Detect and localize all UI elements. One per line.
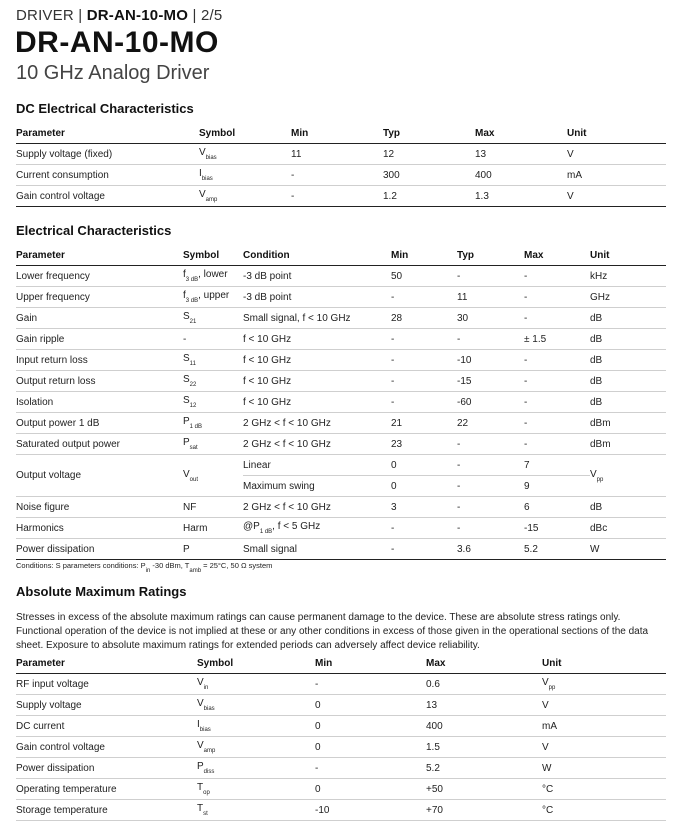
unit-cell [542, 674, 666, 695]
parameter-cell: Gain control voltage [16, 186, 199, 207]
unit-cell: dBm [590, 413, 666, 434]
symbol-main: V [197, 677, 204, 688]
max-cell: - [524, 371, 590, 392]
column-header: Unit [542, 653, 666, 674]
typ-cell: -10 [457, 350, 524, 371]
parameter-cell: Power dissipation [16, 758, 197, 779]
condition-cell [243, 266, 391, 287]
condition-cell: Maximum swing [243, 476, 391, 497]
symbol-cell [199, 186, 291, 207]
column-header: Symbol [197, 653, 315, 674]
column-header: Max [426, 653, 542, 674]
condition-cell [243, 308, 391, 329]
symbol-main: P [197, 761, 204, 772]
typ-cell: 300 [383, 165, 475, 186]
unit-subscript: pp [548, 685, 556, 691]
unit-cell: W [590, 539, 666, 560]
table-row [16, 413, 666, 434]
symbol-subscript: st [203, 811, 208, 817]
symbol-subscript: out [189, 476, 199, 483]
table-row [16, 266, 666, 287]
symbol-main: I [199, 168, 202, 179]
max-cell: ± 1.5 [524, 329, 590, 350]
column-header: Min [291, 123, 383, 144]
table-row [16, 518, 666, 539]
crumb-part: DR-AN-10-MO [86, 7, 189, 24]
amr-heading: Absolute Maximum Ratings [16, 584, 187, 599]
symbol-cell [199, 144, 291, 165]
typ-cell: - [457, 476, 524, 497]
table-row [16, 758, 666, 779]
column-header: Max [524, 245, 590, 266]
min-cell: 50 [391, 266, 457, 287]
table-row [16, 434, 666, 455]
min-cell: - [315, 674, 426, 695]
symbol-cell [183, 329, 243, 350]
min-cell: - [391, 539, 457, 560]
symbol-cell [183, 518, 243, 539]
condition-cell [243, 329, 391, 350]
parameter-cell: Upper frequency [16, 287, 183, 308]
min-cell: - [391, 392, 457, 413]
symbol-cell [197, 674, 315, 695]
unit-cell [542, 758, 666, 779]
amr-table [16, 653, 666, 821]
min-cell: 0 [315, 779, 426, 800]
condition-cell [243, 497, 391, 518]
table-row [16, 695, 666, 716]
column-header: Typ [383, 123, 475, 144]
condition-text: f < 10 GHz [243, 333, 292, 345]
dc-heading: DC Electrical Characteristics [16, 101, 194, 116]
typ-cell: - [457, 266, 524, 287]
condition-suffix: , f < 5 GHz [272, 521, 321, 532]
condition-text: 2 GHz < f < 10 GHz [243, 417, 331, 429]
unit-cell: V [567, 144, 666, 165]
symbol-main: P [183, 543, 190, 555]
column-header: Unit [567, 123, 666, 144]
condition-cell [243, 371, 391, 392]
symbol-main: V [199, 189, 206, 200]
max-cell: 13 [426, 695, 542, 716]
table-row [16, 455, 666, 476]
table-row [16, 186, 666, 207]
condition-text: Small signal, f < 10 GHz [243, 312, 351, 324]
max-cell: 6 [524, 497, 590, 518]
min-cell: 0 [315, 716, 426, 737]
conditions-note: Conditions: S parameters conditions: $P_{in}$ -30 dBm, $T_{amb} = 25^\circ C$, 50 Ω system [16, 561, 273, 574]
typ-cell: - [457, 497, 524, 518]
parameter-cell: Output return loss [16, 371, 183, 392]
condition-text: -3 dB point [243, 270, 292, 282]
parameter-cell: Saturated output power [16, 434, 183, 455]
symbol-main: V [197, 740, 204, 751]
unit-subscript: pp [596, 476, 604, 483]
column-header: Symbol [183, 245, 243, 266]
typ-cell: 12 [383, 144, 475, 165]
max-cell: - [524, 350, 590, 371]
max-cell: 0.6 [426, 674, 542, 695]
table-row [16, 674, 666, 695]
symbol-main: P [183, 416, 190, 427]
unit-cell [542, 779, 666, 800]
condition-subscript: 1 dB [259, 529, 273, 535]
symbol-cell [183, 287, 243, 308]
max-cell: - [524, 287, 590, 308]
max-cell: 5.2 [426, 758, 542, 779]
unit-cell: dB [590, 392, 666, 413]
unit-main: mA [542, 720, 557, 732]
min-cell: - [291, 165, 383, 186]
condition-text: f < 10 GHz [243, 354, 292, 366]
column-header: Symbol [199, 123, 291, 144]
condition-text: 2 GHz < f < 10 GHz [243, 438, 331, 450]
min-cell: 21 [391, 413, 457, 434]
symbol-main: f [183, 269, 186, 280]
parameter-cell: Supply voltage (fixed) [16, 144, 199, 165]
parameter-cell: Noise figure [16, 497, 183, 518]
symbol-subscript: 3 dB [185, 298, 199, 304]
parameter-cell: Supply voltage [16, 695, 197, 716]
unit-cell: GHz [590, 287, 666, 308]
symbol-subscript: diss [203, 769, 215, 775]
symbol-suffix: , upper [198, 290, 230, 301]
parameter-cell: Output power 1 dB [16, 413, 183, 434]
max-cell: - [524, 413, 590, 434]
column-header: Condition [243, 245, 391, 266]
min-cell: 23 [391, 434, 457, 455]
unit-cell [542, 695, 666, 716]
condition-cell [243, 434, 391, 455]
symbol-subscript: 11 [189, 361, 196, 367]
unit-cell: dBm [590, 434, 666, 455]
table-row [16, 144, 666, 165]
typ-cell: - [457, 455, 524, 476]
symbol-subscript: bias [205, 155, 217, 161]
symbol-subscript: 3 dB [185, 277, 199, 283]
condition-cell [243, 539, 391, 560]
typ-cell: -60 [457, 392, 524, 413]
symbol-main: V [183, 468, 190, 480]
symbol-main: V [197, 698, 204, 709]
symbol-main: S [183, 353, 190, 364]
table-row [16, 287, 666, 308]
column-header: Max [475, 123, 567, 144]
condition-text: @P [243, 521, 260, 532]
min-cell: - [391, 518, 457, 539]
symbol-suffix: , lower [198, 269, 228, 280]
symbol-cell [197, 779, 315, 800]
ec-heading: Electrical Characteristics [16, 223, 172, 238]
symbol-main: NF [183, 501, 197, 513]
max-cell: +70 [426, 800, 542, 821]
dc-header-row [16, 123, 666, 144]
typ-cell: -15 [457, 371, 524, 392]
unit-cell [542, 800, 666, 821]
max-cell: - [524, 434, 590, 455]
unit-main: V [542, 699, 549, 711]
min-cell: - [391, 329, 457, 350]
condition-cell [243, 350, 391, 371]
table-row [16, 737, 666, 758]
parameter-cell: Power dissipation [16, 539, 183, 560]
unit-cell: dB [590, 371, 666, 392]
column-header: Parameter [16, 123, 199, 144]
symbol-main: S [183, 311, 190, 322]
table-row [16, 497, 666, 518]
typ-cell: 30 [457, 308, 524, 329]
typ-cell: - [457, 329, 524, 350]
unit-cell: dB [590, 350, 666, 371]
typ-cell: 1.2 [383, 186, 475, 207]
min-cell: - [391, 350, 457, 371]
min-cell: - [391, 287, 457, 308]
symbol-cell [197, 758, 315, 779]
condition-text: 2 GHz < f < 10 GHz [243, 501, 331, 513]
max-cell: 1.3 [475, 186, 567, 207]
unit-cell: dB [590, 329, 666, 350]
typ-cell: 3.6 [457, 539, 524, 560]
unit-cell: dBc [590, 518, 666, 539]
min-cell: 0 [315, 695, 426, 716]
max-cell: 5.2 [524, 539, 590, 560]
min-cell: -10 [315, 800, 426, 821]
breadcrumb: DRIVER | DR-AN-10-MO | 2/5 [16, 7, 223, 24]
max-cell: - [524, 392, 590, 413]
column-header: Typ [457, 245, 524, 266]
symbol-cell [183, 371, 243, 392]
page-subtitle: 10 GHz Analog Driver [16, 62, 210, 84]
condition-cell [243, 287, 391, 308]
page-title: DR-AN-10-MO [15, 26, 219, 59]
symbol-cell [197, 695, 315, 716]
table-row [16, 371, 666, 392]
condition-cell [243, 413, 391, 434]
min-cell: - [391, 371, 457, 392]
typ-cell: 22 [457, 413, 524, 434]
column-header: Parameter [16, 653, 197, 674]
symbol-subscript: 21 [189, 319, 197, 325]
typ-cell: - [457, 434, 524, 455]
condition-cell [243, 392, 391, 413]
symbol-subscript: 22 [189, 382, 197, 388]
symbol-subscript: bias [199, 727, 211, 733]
symbol-main: Harm [183, 522, 208, 534]
symbol-cell [183, 308, 243, 329]
max-cell: 7 [524, 455, 590, 476]
crumb-page: 2/5 [200, 7, 223, 24]
symbol-cell [183, 413, 243, 434]
symbol-subscript: amp [205, 197, 218, 203]
max-cell: 9 [524, 476, 590, 497]
symbol-main: V [199, 147, 206, 158]
min-cell: 0 [391, 455, 457, 476]
max-cell: -15 [524, 518, 590, 539]
symbol-subscript: 12 [189, 403, 197, 409]
condition-text: f < 10 GHz [243, 375, 292, 387]
parameter-cell: Lower frequency [16, 266, 183, 287]
symbol-cell [183, 350, 243, 371]
unit-cell: dB [590, 308, 666, 329]
table-row [16, 165, 666, 186]
parameter-cell: Gain ripple [16, 329, 183, 350]
symbol-cell [199, 165, 291, 186]
symbol-subscript: bias [201, 176, 213, 182]
symbol-cell [183, 497, 243, 518]
min-cell: 11 [291, 144, 383, 165]
parameter-cell: Isolation [16, 392, 183, 413]
parameter-cell: DC current [16, 716, 197, 737]
parameter-cell: Input return loss [16, 350, 183, 371]
max-cell: 1.5 [426, 737, 542, 758]
unit-main: °C [542, 804, 554, 816]
condition-text: -3 dB point [243, 291, 292, 303]
parameter-cell: Storage temperature [16, 800, 197, 821]
table-row [16, 308, 666, 329]
symbol-main: S [183, 374, 190, 385]
condition-text: Small signal [243, 543, 297, 555]
symbol-subscript: in [203, 685, 209, 691]
symbol-subscript: bias [203, 706, 215, 712]
column-header: Min [315, 653, 426, 674]
table-row [16, 779, 666, 800]
symbol-subscript: sat [189, 445, 198, 451]
symbol-main: S [183, 395, 190, 406]
table-row [16, 350, 666, 371]
parameter-cell: Harmonics [16, 518, 183, 539]
max-cell: - [524, 266, 590, 287]
table-row [16, 392, 666, 413]
condition-text: f < 10 GHz [243, 396, 292, 408]
table-row [16, 800, 666, 821]
column-header: Unit [590, 245, 666, 266]
amr-header-row [16, 653, 666, 674]
symbol-cell [183, 434, 243, 455]
symbol-cell [183, 539, 243, 560]
symbol-main: f [183, 290, 186, 301]
parameter-cell: Gain control voltage [16, 737, 197, 758]
unit-main: V [590, 468, 597, 480]
symbol-main: T [197, 782, 204, 793]
symbol-cell [197, 716, 315, 737]
unit-cell [542, 716, 666, 737]
typ-cell: - [457, 518, 524, 539]
unit-cell: kHz [590, 266, 666, 287]
min-cell: 3 [391, 497, 457, 518]
ec-header-row [16, 245, 666, 266]
parameter-cell: RF input voltage [16, 674, 197, 695]
unit-cell: dB [590, 497, 666, 518]
symbol-subscript: amp [203, 748, 216, 754]
unit-main: W [542, 762, 552, 774]
unit-main: °C [542, 783, 554, 795]
parameter-cell: Gain [16, 308, 183, 329]
unit-cell: V [567, 186, 666, 207]
table-row [16, 539, 666, 560]
unit-main: V [542, 741, 549, 753]
unit-cell: mA [567, 165, 666, 186]
symbol-cell [183, 266, 243, 287]
symbol-cell [183, 455, 243, 497]
condition-cell: Linear [243, 455, 391, 476]
amr-paragraph: Stresses in excess of the absolute maximum ratings can cause permanent damage to the device. These are absolute stress ratings only. Functional operation of the device is not implied at these or any other conditions in excess of those given in the operational sections of the data sheet. Exposure to absolute maximum ratings for extended periods can adversely affect device reliability. [16, 612, 649, 651]
typ-cell: 11 [457, 287, 524, 308]
column-header: Min [391, 245, 457, 266]
table-row [16, 329, 666, 350]
parameter-cell: Current consumption [16, 165, 199, 186]
parameter-cell: Operating temperature [16, 779, 197, 800]
max-cell: 400 [475, 165, 567, 186]
symbol-cell [183, 392, 243, 413]
ec-table [16, 245, 666, 560]
symbol-subscript: op [203, 790, 210, 796]
dc-table [16, 123, 666, 207]
table-row [16, 716, 666, 737]
symbol-main: P [183, 437, 190, 448]
unit-cell [542, 737, 666, 758]
symbol-main: I [197, 719, 200, 730]
min-cell: - [315, 758, 426, 779]
min-cell: 0 [315, 737, 426, 758]
symbol-cell [197, 800, 315, 821]
min-cell: 28 [391, 308, 457, 329]
symbol-subscript: 1 dB [189, 424, 203, 430]
max-cell: 13 [475, 144, 567, 165]
min-cell: - [291, 186, 383, 207]
parameter-cell: Output voltage [16, 455, 183, 497]
min-cell: 0 [391, 476, 457, 497]
symbol-cell [197, 737, 315, 758]
unit-cell [590, 455, 666, 497]
max-cell: - [524, 308, 590, 329]
max-cell: 400 [426, 716, 542, 737]
max-cell: +50 [426, 779, 542, 800]
symbol-main: T [197, 803, 204, 814]
column-header: Parameter [16, 245, 183, 266]
crumb-category: DRIVER [16, 7, 74, 24]
condition-cell [243, 518, 391, 539]
symbol-main: - [183, 333, 187, 345]
unit-main: V [542, 677, 549, 688]
